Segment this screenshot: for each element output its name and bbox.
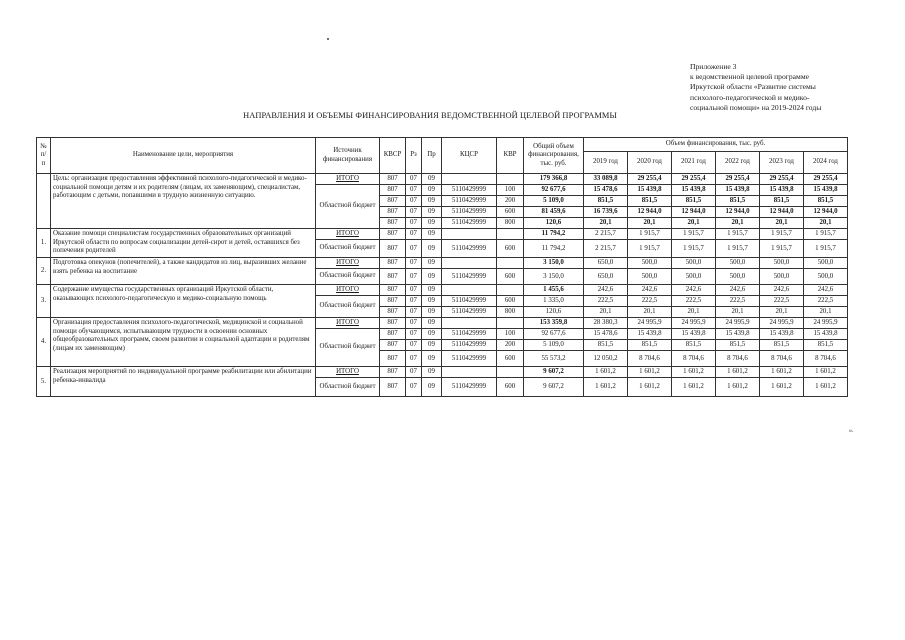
source-cell: ИТОГО (316, 285, 380, 296)
code-kvsr: 807 (380, 318, 406, 329)
code-kvsr: 807 (380, 307, 406, 318)
code-kvsr: 807 (380, 285, 406, 296)
year-value: 2 215,7 (584, 229, 628, 240)
code-rz: 07 (406, 296, 422, 307)
header-source: Источник финансирования (316, 138, 380, 174)
year-value: 500,0 (628, 269, 672, 285)
code-rz: 07 (406, 218, 422, 229)
year-value: 15 439,8 (716, 329, 760, 340)
code-kvr: 600 (497, 296, 524, 307)
code-rz: 07 (406, 351, 422, 367)
year-value: 1 601,2 (716, 378, 760, 397)
code-pr: 09 (422, 351, 442, 367)
code-kvsr: 807 (380, 367, 406, 378)
source-cell: ИТОГО (316, 318, 380, 329)
code-kvsr: 807 (380, 240, 406, 258)
code-kvsr: 807 (380, 296, 406, 307)
code-kvr (497, 318, 524, 329)
total-cell: 92 677,6 (524, 185, 584, 196)
code-rz: 07 (406, 240, 422, 258)
year-value: 1 915,7 (760, 229, 804, 240)
table-row-itogo (37, 174, 848, 185)
code-kcsr: 5110429999 (442, 185, 497, 196)
year-value: 20,1 (804, 307, 848, 318)
code-kvr (497, 258, 524, 269)
year-value: 500,0 (672, 258, 716, 269)
header-rz: Рз (406, 138, 422, 174)
code-kvr: 600 (497, 269, 524, 285)
source-cell: Областной бюджет (316, 185, 380, 229)
year-value: 12 944,0 (760, 207, 804, 218)
year-value: 1 601,2 (628, 367, 672, 378)
year-value: 1 601,2 (672, 367, 716, 378)
header-year: 2023 год (760, 152, 804, 174)
year-value: 1 601,2 (760, 367, 804, 378)
annex-reference (690, 62, 890, 113)
source-cell: ИТОГО (316, 258, 380, 269)
code-kvsr: 807 (380, 351, 406, 367)
code-kvr: 200 (497, 196, 524, 207)
code-kcsr: 5110429999 (442, 329, 497, 340)
row-number: 5. (37, 367, 51, 397)
code-kcsr: 5110429999 (442, 207, 497, 218)
total-cell: 11 794,2 (524, 240, 584, 258)
year-value: 500,0 (716, 258, 760, 269)
year-value: 500,0 (804, 269, 848, 285)
year-value: 15 439,8 (628, 329, 672, 340)
header-pr: Пр (422, 138, 442, 174)
year-value: 1 915,7 (628, 240, 672, 258)
code-kvr (497, 367, 524, 378)
code-kcsr: 5110429999 (442, 307, 497, 318)
year-value: 15 439,8 (628, 185, 672, 196)
code-pr: 09 (422, 318, 442, 329)
source-cell: Областной бюджет (316, 269, 380, 285)
year-value: 12 944,0 (804, 207, 848, 218)
year-value: 500,0 (804, 258, 848, 269)
row-number: 3. (37, 285, 51, 318)
year-value: 8 704,6 (760, 351, 804, 367)
year-value: 500,0 (672, 269, 716, 285)
row-number: 2. (37, 258, 51, 285)
code-kvr: 600 (497, 351, 524, 367)
year-value: 15 439,8 (760, 185, 804, 196)
code-kcsr (442, 285, 497, 296)
activity-name: Содержание имущества государственных организаций Иркутской области, оказывающих психолого-педагогическую и медико-социальную помощь (51, 285, 316, 318)
year-value: 242,6 (804, 285, 848, 296)
year-value: 24 995,9 (672, 318, 716, 329)
code-kvsr: 807 (380, 378, 406, 397)
code-kvr: 100 (497, 329, 524, 340)
code-pr: 09 (422, 196, 442, 207)
year-value: 12 944,0 (672, 207, 716, 218)
year-value: 15 439,8 (760, 329, 804, 340)
year-value: 500,0 (760, 258, 804, 269)
code-kvr (497, 229, 524, 240)
year-value: 1 601,2 (804, 367, 848, 378)
header-kvr: КВР (497, 138, 524, 174)
source-cell: Областной бюджет (316, 240, 380, 258)
code-kcsr: 5110429999 (442, 296, 497, 307)
year-value: 650,0 (584, 269, 628, 285)
year-value: 222,5 (628, 296, 672, 307)
code-kcsr: 5110429999 (442, 340, 497, 351)
code-kvsr: 807 (380, 229, 406, 240)
code-kvsr: 807 (380, 196, 406, 207)
code-kvr: 600 (497, 207, 524, 218)
document-title: НАПРАВЛЕНИЯ И ОБЪЕМЫ ФИНАНСИРОВАНИЯ ВЕДОМСТВЕННОЙ ЦЕЛЕВОЙ ПРОГРАММЫ (243, 111, 617, 120)
year-value: 242,6 (716, 285, 760, 296)
year-value: 15 439,8 (672, 185, 716, 196)
code-kcsr (442, 258, 497, 269)
annex-line: Приложение 3 (690, 62, 737, 71)
year-value: 1 915,7 (760, 240, 804, 258)
code-pr: 09 (422, 340, 442, 351)
code-kcsr: 5110429999 (442, 218, 497, 229)
header-by-year: Объем финансирования, тыс. руб. (584, 138, 848, 152)
code-rz: 07 (406, 174, 422, 185)
total-cell: 5 109,0 (524, 196, 584, 207)
year-value: 24 995,9 (760, 318, 804, 329)
code-pr: 09 (422, 329, 442, 340)
year-value: 1 601,2 (804, 378, 848, 397)
total-cell: 120,6 (524, 218, 584, 229)
year-value: 650,0 (584, 258, 628, 269)
activity-name: Организация предоставления психолого-педагогической, медицинской и социальной помощи обучающимся, испытывающим трудности в освоении основных общеобразовательных программ, своем развитии и социальной адаптации и родителям (лицам их заменяющим) (51, 318, 316, 367)
year-value: 851,5 (628, 196, 672, 207)
code-rz: 07 (406, 285, 422, 296)
code-kvsr: 807 (380, 258, 406, 269)
year-value: 20,1 (584, 218, 628, 229)
total-cell: 3 150,0 (524, 269, 584, 285)
year-value: 16 739,6 (584, 207, 628, 218)
total-cell: 153 359,8 (524, 318, 584, 329)
total-cell: 1 455,6 (524, 285, 584, 296)
year-value: 29 255,4 (804, 174, 848, 185)
table-row-itogo (37, 367, 848, 378)
total-cell: 1 335,0 (524, 296, 584, 307)
code-pr: 09 (422, 207, 442, 218)
header-year: 2024 год (804, 152, 848, 174)
code-kcsr (442, 367, 497, 378)
year-value: 20,1 (584, 307, 628, 318)
year-value: 1 601,2 (584, 367, 628, 378)
year-value: 1 601,2 (716, 367, 760, 378)
year-value: 8 704,6 (804, 351, 848, 367)
code-kcsr: 5110429999 (442, 196, 497, 207)
code-kvr: 200 (497, 340, 524, 351)
year-value: 20,1 (804, 218, 848, 229)
year-value: 20,1 (672, 218, 716, 229)
code-pr: 09 (422, 185, 442, 196)
year-value: 24 995,9 (804, 318, 848, 329)
code-rz: 07 (406, 340, 422, 351)
total-cell: 120,6 (524, 307, 584, 318)
year-value: 242,6 (672, 285, 716, 296)
total-cell: 5 109,0 (524, 340, 584, 351)
year-value: 29 255,4 (628, 174, 672, 185)
code-kvr: 800 (497, 307, 524, 318)
year-value: 851,5 (584, 196, 628, 207)
year-value: 12 944,0 (716, 207, 760, 218)
year-value: 1 601,2 (584, 378, 628, 397)
header-total: Общий объем финансирования, тыс. руб. (524, 138, 584, 174)
table-row-itogo (37, 318, 848, 329)
table-row-itogo (37, 258, 848, 269)
year-value: 222,5 (672, 296, 716, 307)
code-kcsr (442, 229, 497, 240)
code-rz: 07 (406, 367, 422, 378)
year-value: 1 915,7 (716, 240, 760, 258)
year-value: 222,5 (584, 296, 628, 307)
code-pr: 09 (422, 307, 442, 318)
code-kvr: 600 (497, 378, 524, 397)
year-value: 500,0 (628, 258, 672, 269)
total-cell: 179 366,8 (524, 174, 584, 185)
code-rz: 07 (406, 196, 422, 207)
code-pr: 09 (422, 229, 442, 240)
code-pr: 09 (422, 367, 442, 378)
total-cell: 81 459,6 (524, 207, 584, 218)
code-pr: 09 (422, 378, 442, 397)
total-cell: 9 607,2 (524, 367, 584, 378)
year-value: 851,5 (584, 340, 628, 351)
code-kvsr: 807 (380, 340, 406, 351)
year-value: 1 915,7 (672, 240, 716, 258)
year-value: 851,5 (760, 340, 804, 351)
code-kcsr: 5110429999 (442, 269, 497, 285)
code-kvsr: 807 (380, 329, 406, 340)
header-name: Наименование цели, мероприятия (51, 138, 316, 174)
code-kcsr: 5110429999 (442, 351, 497, 367)
year-value: 222,5 (760, 296, 804, 307)
year-value: 15 439,8 (804, 329, 848, 340)
year-value: 15 439,8 (716, 185, 760, 196)
year-value: 33 089,8 (584, 174, 628, 185)
year-value: 851,5 (804, 196, 848, 207)
annex-line: психолого-педагогической и медико- (690, 92, 810, 102)
year-value: 24 995,9 (628, 318, 672, 329)
code-kvr: 600 (497, 240, 524, 258)
year-value: 15 478,6 (584, 329, 628, 340)
code-kcsr: 5110429999 (442, 240, 497, 258)
annex-line: к ведомственной целевой программе (690, 72, 810, 82)
year-value: 851,5 (760, 196, 804, 207)
year-value: 20,1 (760, 307, 804, 318)
total-cell: 3 150,0 (524, 258, 584, 269)
code-rz: 07 (406, 318, 422, 329)
year-value: 242,6 (584, 285, 628, 296)
activity-name: Оказание помощи специалистам государственных образовательных организаций Иркутской области по вопросам социализации детей-сирот и детей, оставшихся без попечения родителей (51, 229, 316, 258)
source-cell: ИТОГО (316, 367, 380, 378)
year-value: 500,0 (716, 269, 760, 285)
code-rz: 07 (406, 185, 422, 196)
year-value: 1 915,7 (716, 229, 760, 240)
year-value: 20,1 (672, 307, 716, 318)
code-rz: 07 (406, 258, 422, 269)
financing-table (36, 137, 848, 397)
code-kvr (497, 285, 524, 296)
code-kcsr (442, 174, 497, 185)
year-value: 1 915,7 (804, 240, 848, 258)
code-kcsr: 5110429999 (442, 378, 497, 397)
header-kcsr: КЦСР (442, 138, 497, 174)
row-number: 1. (37, 229, 51, 258)
code-rz: 07 (406, 378, 422, 397)
total-cell: 11 794,2 (524, 229, 584, 240)
year-value: 222,5 (804, 296, 848, 307)
annex-line: социальной помощи» на 2019-2024 годы (690, 102, 822, 112)
year-value: 20,1 (760, 218, 804, 229)
code-rz: 07 (406, 207, 422, 218)
year-value: 500,0 (760, 269, 804, 285)
year-value: 222,5 (716, 296, 760, 307)
code-pr: 09 (422, 258, 442, 269)
activity-name: Реализация мероприятий по индивидуальной программе реабилитации или абилитации ребенка-инвалида (51, 367, 316, 397)
year-value: 1 915,7 (672, 229, 716, 240)
code-rz: 07 (406, 329, 422, 340)
year-value: 8 704,6 (672, 351, 716, 367)
year-value: 242,6 (628, 285, 672, 296)
year-value: 851,5 (628, 340, 672, 351)
source-cell: Областной бюджет (316, 296, 380, 318)
year-value: 28 380,3 (584, 318, 628, 329)
year-value: 851,5 (716, 340, 760, 351)
code-pr: 09 (422, 240, 442, 258)
year-value: 1 601,2 (672, 378, 716, 397)
table-row-itogo (37, 285, 848, 296)
row-number (37, 174, 51, 229)
header-year: 2021 год (672, 152, 716, 174)
header-year: 2020 год (628, 152, 672, 174)
code-kvsr: 807 (380, 218, 406, 229)
header-year: 2019 год (584, 152, 628, 174)
year-value: 1 601,2 (760, 378, 804, 397)
code-rz: 07 (406, 229, 422, 240)
year-value: 8 704,6 (628, 351, 672, 367)
year-value: 851,5 (716, 196, 760, 207)
code-kvr: 100 (497, 185, 524, 196)
source-cell: Областной бюджет (316, 329, 380, 367)
year-value: 2 215,7 (584, 240, 628, 258)
source-cell: Областной бюджет (316, 378, 380, 397)
code-kvr: 800 (497, 218, 524, 229)
year-value: 12 050,2 (584, 351, 628, 367)
year-value: 20,1 (628, 307, 672, 318)
year-value: 29 255,4 (760, 174, 804, 185)
year-value: 851,5 (804, 340, 848, 351)
year-value: 29 255,4 (716, 174, 760, 185)
code-pr: 09 (422, 269, 442, 285)
source-cell: ИТОГО (316, 229, 380, 240)
year-value: 851,5 (672, 340, 716, 351)
source-cell: ИТОГО (316, 174, 380, 185)
total-cell: 55 573,2 (524, 351, 584, 367)
stray-mark: ». (849, 428, 854, 434)
code-pr: 09 (422, 174, 442, 185)
table-body (37, 174, 848, 397)
code-kvsr: 807 (380, 185, 406, 196)
code-rz: 07 (406, 307, 422, 318)
year-value: 12 944,0 (628, 207, 672, 218)
annex-line: Иркутской области «Развитие системы (690, 82, 816, 92)
code-kvsr: 807 (380, 174, 406, 185)
year-value: 851,5 (672, 196, 716, 207)
code-pr: 09 (422, 285, 442, 296)
table-row-itogo (37, 229, 848, 240)
code-pr: 09 (422, 218, 442, 229)
year-value: 1 915,7 (804, 229, 848, 240)
code-kvsr: 807 (380, 207, 406, 218)
activity-name: Подготовка опекунов (попечителей), а также кандидатов из лиц, выразивших желание взять ребенка на воспитание (51, 258, 316, 285)
year-value: 29 255,4 (672, 174, 716, 185)
year-value: 15 478,6 (584, 185, 628, 196)
code-kvsr: 807 (380, 269, 406, 285)
year-value: 20,1 (716, 307, 760, 318)
row-number: 4. (37, 318, 51, 367)
header-num: № п/п (37, 138, 51, 174)
scan-speck (327, 38, 329, 40)
total-cell: 92 677,6 (524, 329, 584, 340)
year-value: 15 439,8 (672, 329, 716, 340)
header-kvsr: КВСР (380, 138, 406, 174)
year-value: 1 915,7 (628, 229, 672, 240)
code-kcsr (442, 318, 497, 329)
code-pr: 09 (422, 296, 442, 307)
year-value: 15 439,8 (804, 185, 848, 196)
code-kvr (497, 174, 524, 185)
year-value: 24 995,9 (716, 318, 760, 329)
year-value: 8 704,6 (716, 351, 760, 367)
code-rz: 07 (406, 269, 422, 285)
activity-name: Цель: организация предоставления эффективной психолого-педагогической и медико-социальной помощи детям и их родителям (лицам, их заменяющим), специалистам, работающим с детьми, попавшими в трудную жизненную ситуацию. (51, 174, 316, 229)
year-value: 1 601,2 (628, 378, 672, 397)
total-cell: 9 607,2 (524, 378, 584, 397)
year-value: 242,6 (760, 285, 804, 296)
year-value: 20,1 (628, 218, 672, 229)
header-year: 2022 год (716, 152, 760, 174)
year-value: 20,1 (716, 218, 760, 229)
